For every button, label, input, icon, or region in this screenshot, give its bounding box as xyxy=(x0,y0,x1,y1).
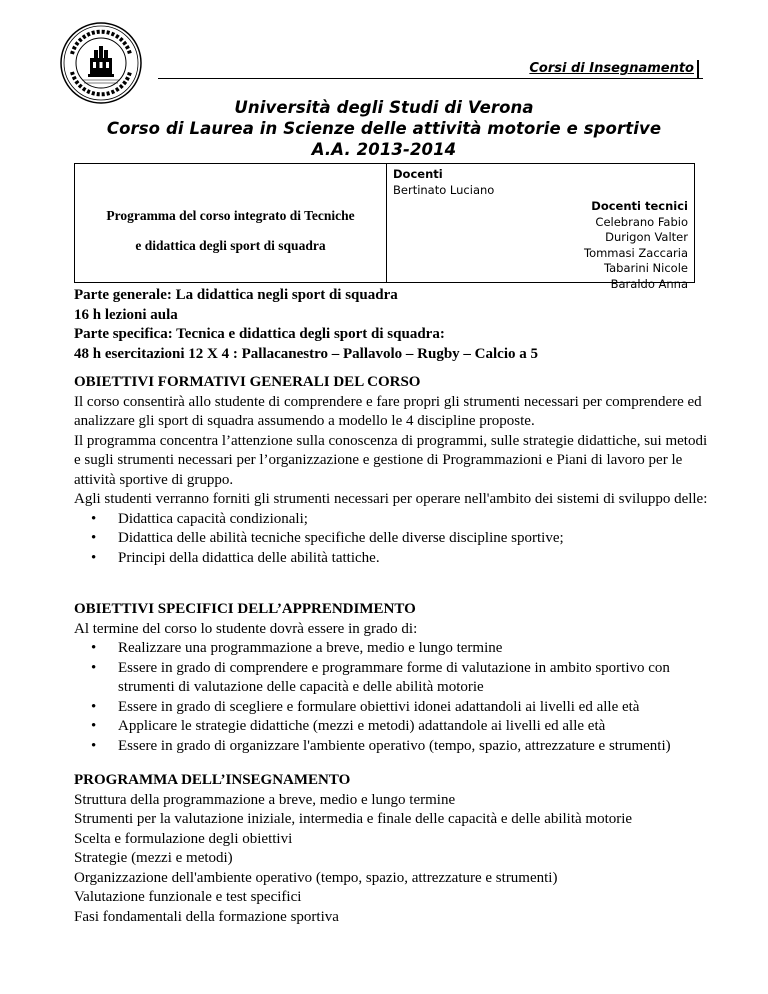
list-item: • Applicare le strategie didattiche (mezzi e metodi) adattandole ai livelli ed alle età xyxy=(74,717,714,737)
list-item: • Essere in grado di scegliere e formulare obiettivi idonei adattandoli ai livelli ed alle età xyxy=(74,698,714,718)
docente-tecnico: Tommasi Zaccaria xyxy=(584,245,688,260)
parte-generale-hours: 16 h lezioni aula xyxy=(74,306,178,323)
parte-generale: Parte generale: La didattica negli sport di squadra xyxy=(74,287,398,303)
header-section-label: Corsi di Insegnamento xyxy=(529,61,694,76)
parte-specifica-hours: 48 h esercitazioni 12 X 4 : Pallacanestro – Pallavolo – Rugby – Calcio a 5 xyxy=(74,345,538,362)
academic-year: A.A. 2013-2014 xyxy=(311,140,457,159)
programma-line: Scelta e formulazione degli obiettivi xyxy=(74,830,293,847)
programma-line: Struttura della programmazione a breve, medio e lungo termine xyxy=(74,791,456,808)
obiettivi-generali-section xyxy=(74,373,714,568)
paragraph: Il programma concentra l’attenzione sulla conoscenza di programmi, sulle strategie didattiche, sui metodi e sugli strumenti necessari per l’organizzazione e gestione di Programmazioni e Piani di lavoro per le attività sportive di gruppo. xyxy=(74,432,708,488)
paragraph: Al termine del corso lo studente dovrà essere in grado di: xyxy=(74,620,418,637)
course-name-cell xyxy=(75,164,387,282)
course-name xyxy=(75,201,386,261)
docenti-tecnici-heading: Docenti tecnici xyxy=(591,199,688,213)
parte-specifica: Parte specifica: Tecnica e didattica degli sport di squadra: xyxy=(74,326,445,342)
university-title: Università degli Studi di Verona xyxy=(234,98,534,117)
course-name-line: e didattica degli sport di squadra xyxy=(135,238,326,253)
paragraph: Agli studenti verranno forniti gli strumenti necessari per operare nell'ambito dei sistemi di sviluppo delle: xyxy=(74,491,708,507)
list-item: • Essere in grado di comprendere e programmare forme di valutazione in ambito sportivo con strumenti di valutazione delle capacità e delle abilità motorie xyxy=(74,659,714,698)
list-item: • Essere in grado di organizzare l'ambiente operativo (tempo, spazio, attrezzature e strumenti) xyxy=(74,737,714,757)
header-rule xyxy=(158,78,703,79)
degree-title: Corso di Laurea in Scienze delle attività motorie e sportive xyxy=(106,119,662,138)
programma-line: Strategie (mezzi e metodi) xyxy=(74,850,233,866)
course-parts xyxy=(74,286,714,364)
programma-line: Strumenti per la valutazione iniziale, intermedia e finale delle capacità e delle abilità motorie xyxy=(74,811,633,827)
course-name-line: Programma del corso integrato di Tecniche xyxy=(106,208,355,223)
section-title: OBIETTIVI SPECIFICI DELL’APPRENDIMENTO xyxy=(74,601,416,617)
programma-line: Organizzazione dell'ambiente operativo (tempo, spazio, attrezzature e strumenti) xyxy=(74,869,558,886)
docente-tecnico: Durigon Valter xyxy=(605,230,688,245)
obiettivi-specifici-section xyxy=(74,600,714,756)
list-item: • Principi della didattica delle abilità tattiche. xyxy=(74,549,714,569)
list-item: • Realizzare una programmazione a breve, medio e lungo termine xyxy=(74,639,714,659)
paragraph: Il corso consentirà allo studente di comprendere e fare propri gli strumenti necessari per comprendere ed analizzare gli sport di squadra assumendo a modello le 4 discipline proposte. xyxy=(74,393,702,429)
university-seal-logo xyxy=(60,22,142,104)
header-vertical-bar xyxy=(697,60,699,79)
docente-name: Bertinato Luciano xyxy=(393,183,495,197)
bullet-list xyxy=(74,639,714,756)
list-item: • Didattica delle abilità tecniche specifiche delle diverse discipline sportive; xyxy=(74,529,714,549)
docente-tecnico: Baraldo Anna xyxy=(610,276,688,291)
docente-tecnico: Tabarini Nicole xyxy=(603,261,688,276)
programma-line: Valutazione funzionale e test specifici xyxy=(74,889,302,905)
bullet-list xyxy=(74,510,714,569)
docenti-heading: Docenti xyxy=(393,167,443,181)
section-title: PROGRAMMA DELL’INSEGNAMENTO xyxy=(74,772,351,788)
docente-tecnico: Celebrano Fabio xyxy=(595,215,688,229)
programma-line: Fasi fondamentali della formazione sportiva xyxy=(74,908,339,925)
docenti-tecnici-list xyxy=(584,215,688,292)
programma-section xyxy=(74,771,714,927)
course-info-box xyxy=(74,163,695,291)
list-item: • Didattica capacità condizionali; xyxy=(74,510,714,530)
section-title: OBIETTIVI FORMATIVI GENERALI DEL CORSO xyxy=(74,374,421,390)
